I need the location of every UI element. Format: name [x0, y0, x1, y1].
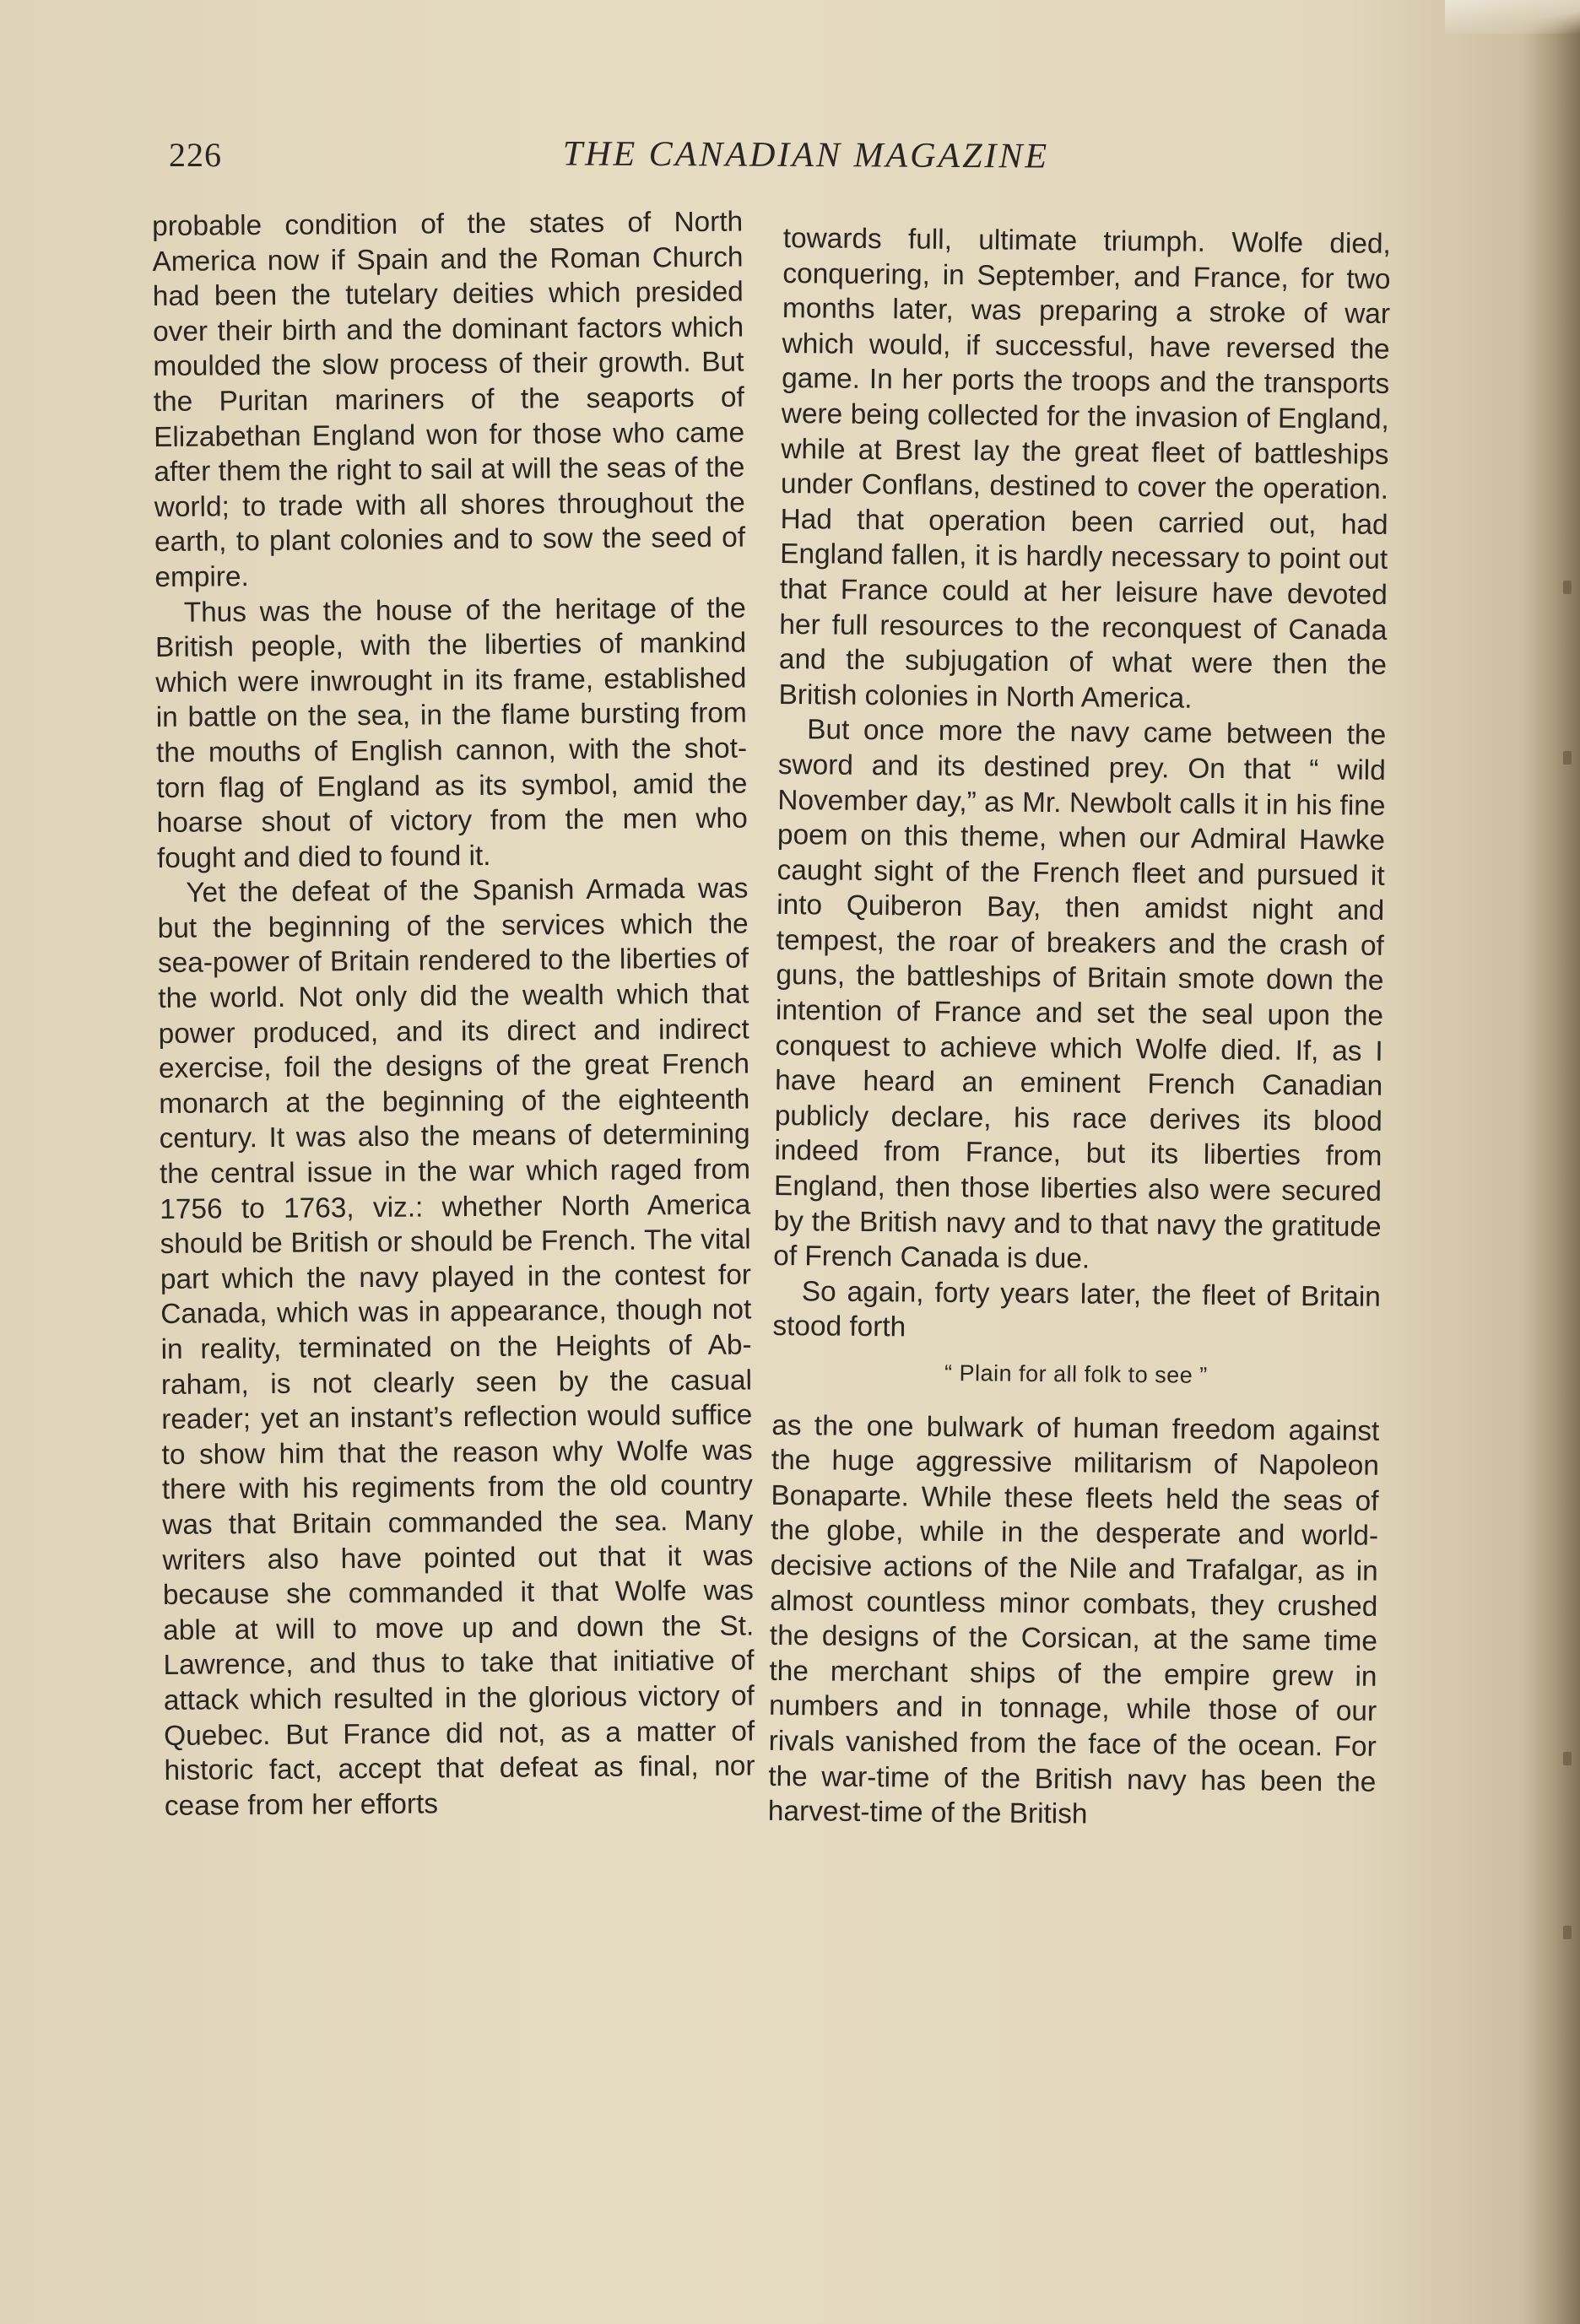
page-edge-shadow	[1521, 0, 1580, 2324]
paragraph: Thus was the house of the heritage of the British people, with the liberties of mankind which were inwrought in its frame, established in battle on the sea, in the flame bursting from the mouths of English cannon, with the shot-torn flag of England as its symbol, amid the hoarse shout of victory from the men who fought and died to found it.	[154, 592, 748, 874]
margin-mark	[1563, 751, 1572, 765]
margin-mark	[1563, 581, 1572, 594]
page-number: 226	[169, 136, 222, 174]
left-column	[152, 205, 755, 1824]
paragraph: Yet the defeat of the Spanish Armada was but the beginning of the services which the sea-power of Britain rendered to the liberties of the world. Not only did the wealth which that power produced, and its direct and indirect exercise, foil the designs of the great French monarch at the beginning of the eighteenth century. It was also the means of determining the central issue in the war which raged from 1756 to 1763, viz.: whether North America should be British or should be French. The vital part which the navy played in the contest for Canada, which was in appearance, though not in reality, terminated on the Heights of Abraham, is not clearly seen by the casual reader; yet an instant’s reflection would suffice to show him that the reason why Wolfe was there with his regiments from the old country was that Britain commanded the sea. Many writers also have pointed out that it was because she commanded it that Wolfe was able at will to move up and down the St. Lawrence, and thus to take that initiative of attack which resulted in the glorious victory of Quebec. But France did not, as a matter of historic fact, accept that defeat as final, nor cease from her efforts	[157, 873, 755, 1822]
poem-quote: “ Plain for all folk to see ”	[944, 1359, 1208, 1388]
margin-mark	[1563, 1926, 1572, 1939]
paragraph: towards full, ultimate triumph. Wolfe died, conquering, in September, and France, for two months later, was preparing a stroke of war which would, if successful, have reversed the game. In her ports the troops and the transports were being collected for the invasion of England, while at Brest lay the great fleet of battleships under Conflans, destined to cover the operation. Had that operation been carried out, had England fallen, it is hardly necessary to point out that France could at her leisure have devoted her full resources to the reconquest of Canada and the subjugation of what were then the British colonies in North America.	[778, 222, 1391, 715]
page-header	[169, 135, 1080, 194]
page-corner	[1445, 0, 1580, 34]
paragraph: So again, forty years later, the fleet of Britain stood forth	[772, 1276, 1381, 1343]
paragraph: probable condition of the states of North America now if Spain and the Roman Church had been the tutelary deities which presided over their birth and the dominant factors which moulded the slow process of their growth. But the Puritan mariners of the seaports of Elizabethan England won for those who came after them the right to sail at will the seas of the world; to trade with all shores throughout the earth, to plant colonies and to sow the seed of empire.	[152, 206, 746, 593]
paragraph: But once more the navy came between the sword and its destined prey. On that “ wild November day,” as Mr. Newbolt calls it in his fine poem on this theme, when our Admiral Hawke caught sight of the French fleet and pursued it into Quiberon Bay, then amidst night and tempest, the roar of breakers and the crash of guns, the battleships of Britain smote down the intention of France and set the seal upon the conquest to achieve which Wolfe died. If, as I have heard an eminent French Canadian publicly declare, his race derives its blood indeed from France, but its liberties from England, then those liberties also were secured by the British navy and to that navy the gratitude of French Canada is due.	[773, 714, 1387, 1275]
right-column	[768, 221, 1391, 1835]
paragraph: as the one bulwark of human freedom against the huge aggressive militarism of Napoleon Bonaparte. While these fleets held the seas of the globe, while in the desperate and world-decisive actions of the Nile and Trafalgar, as in almost countless minor combats, they crushed the designs of the Corsican, at the same time the merchant ships of the empire grew in numbers and in tonnage, while those of our rivals vanished from the face of the ocean. For the war-time of the British navy has been the harvest-time of the British	[767, 1409, 1380, 1830]
running-head: THE CANADIAN MAGAZINE	[562, 134, 1050, 176]
margin-mark	[1563, 1752, 1572, 1765]
